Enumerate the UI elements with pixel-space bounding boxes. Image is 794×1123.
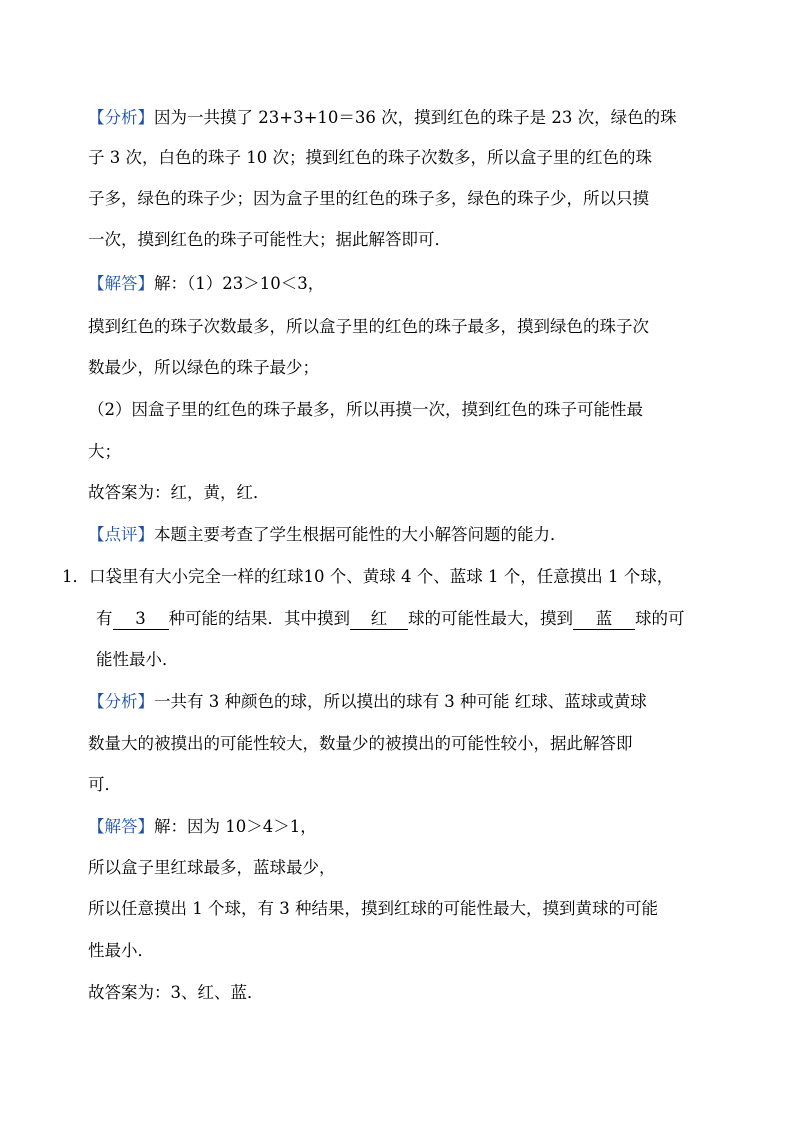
- answer-blank-2: 红: [350, 609, 408, 630]
- analysis-line: 一共有 3 种颜色的球，所以摸出的球有 3 种可能 红球、蓝球或黄球: [154, 692, 647, 711]
- answer-line: 摸到红色的珠子次数最多，所以盒子里的红色的珠子最多，摸到绿色的珠子次: [88, 317, 649, 336]
- analysis-tag: 【分析】: [88, 108, 154, 127]
- answer-blank-3: 蓝: [573, 609, 635, 630]
- answer-line: 所以盒子里红球最多，蓝球最少，: [88, 858, 336, 877]
- answer-tag: 【解答】: [88, 274, 154, 293]
- answer-line: 故答案为：红，黄，红．: [88, 483, 270, 502]
- comment-paragraph: [88, 523, 567, 547]
- analysis-paragraph-1: [88, 106, 677, 130]
- analysis-paragraph-2: [88, 690, 647, 714]
- answer-line: 所以任意摸出 1 个球，有 3 种结果，摸到红球的可能性最大，摸到黄球的可能: [88, 899, 658, 918]
- question-text: 球的可: [635, 609, 685, 628]
- answer-line: 大；: [88, 442, 121, 461]
- question-1-line-1: [62, 565, 673, 589]
- question-1-line-3: 能性最小．: [96, 650, 179, 669]
- answer-line: 故答案为：3、红、蓝．: [88, 983, 264, 1002]
- analysis-line: 一次，摸到红色的珠子可能性大；据此解答即可．: [88, 230, 451, 249]
- comment-tag: 【点评】: [88, 525, 154, 544]
- question-text: 种可能的结果．其中摸到: [168, 609, 350, 628]
- analysis-line: 因为一共摸了 23+3+10＝36 次，摸到红色的珠子是 23 次，绿色的珠: [154, 108, 677, 127]
- answer-first-line: 解：因为 10＞4＞1，: [154, 817, 317, 836]
- analysis-line: 子 3 次，白色的珠子 10 次；摸到红色的珠子次数多，所以盒子里的红色的珠: [88, 148, 652, 167]
- analysis-line: 子多，绿色的珠子少；因为盒子里的红色的珠子多，绿色的珠子少，所以只摸: [88, 189, 649, 208]
- answer-blank-1: 3: [113, 609, 169, 630]
- question-text: 有: [96, 609, 113, 628]
- answer-line: （2）因盒子里的红色的珠子最多，所以再摸一次，摸到红色的珠子可能性最: [88, 400, 643, 419]
- answer-line: 数最少，所以绿色的珠子最少；: [88, 358, 319, 377]
- answer-paragraph-2: [88, 815, 317, 839]
- analysis-line: 可．: [88, 775, 121, 794]
- analysis-line: 数量大的被摸出的可能性较大，数量少的被摸出的可能性较小，据此解答即: [88, 734, 633, 753]
- question-text: 球的可能性最大，摸到: [408, 609, 573, 628]
- question-1-line-2: [96, 607, 685, 631]
- answer-paragraph-1: [88, 272, 324, 296]
- question-text: 口袋里有大小完全一样的红球10 个、黄球 4 个、蓝球 1 个，任意摸出 1 个球，: [89, 567, 674, 586]
- comment-text: 本题主要考查了学生根据可能性的大小解答问题的能力．: [154, 525, 567, 544]
- answer-first-line: 解：（1）23＞10＜3，: [154, 274, 325, 293]
- analysis-tag: 【分析】: [88, 692, 154, 711]
- question-number: 1．: [62, 567, 89, 586]
- answer-tag: 【解答】: [88, 817, 154, 836]
- answer-line: 性最小．: [88, 941, 154, 960]
